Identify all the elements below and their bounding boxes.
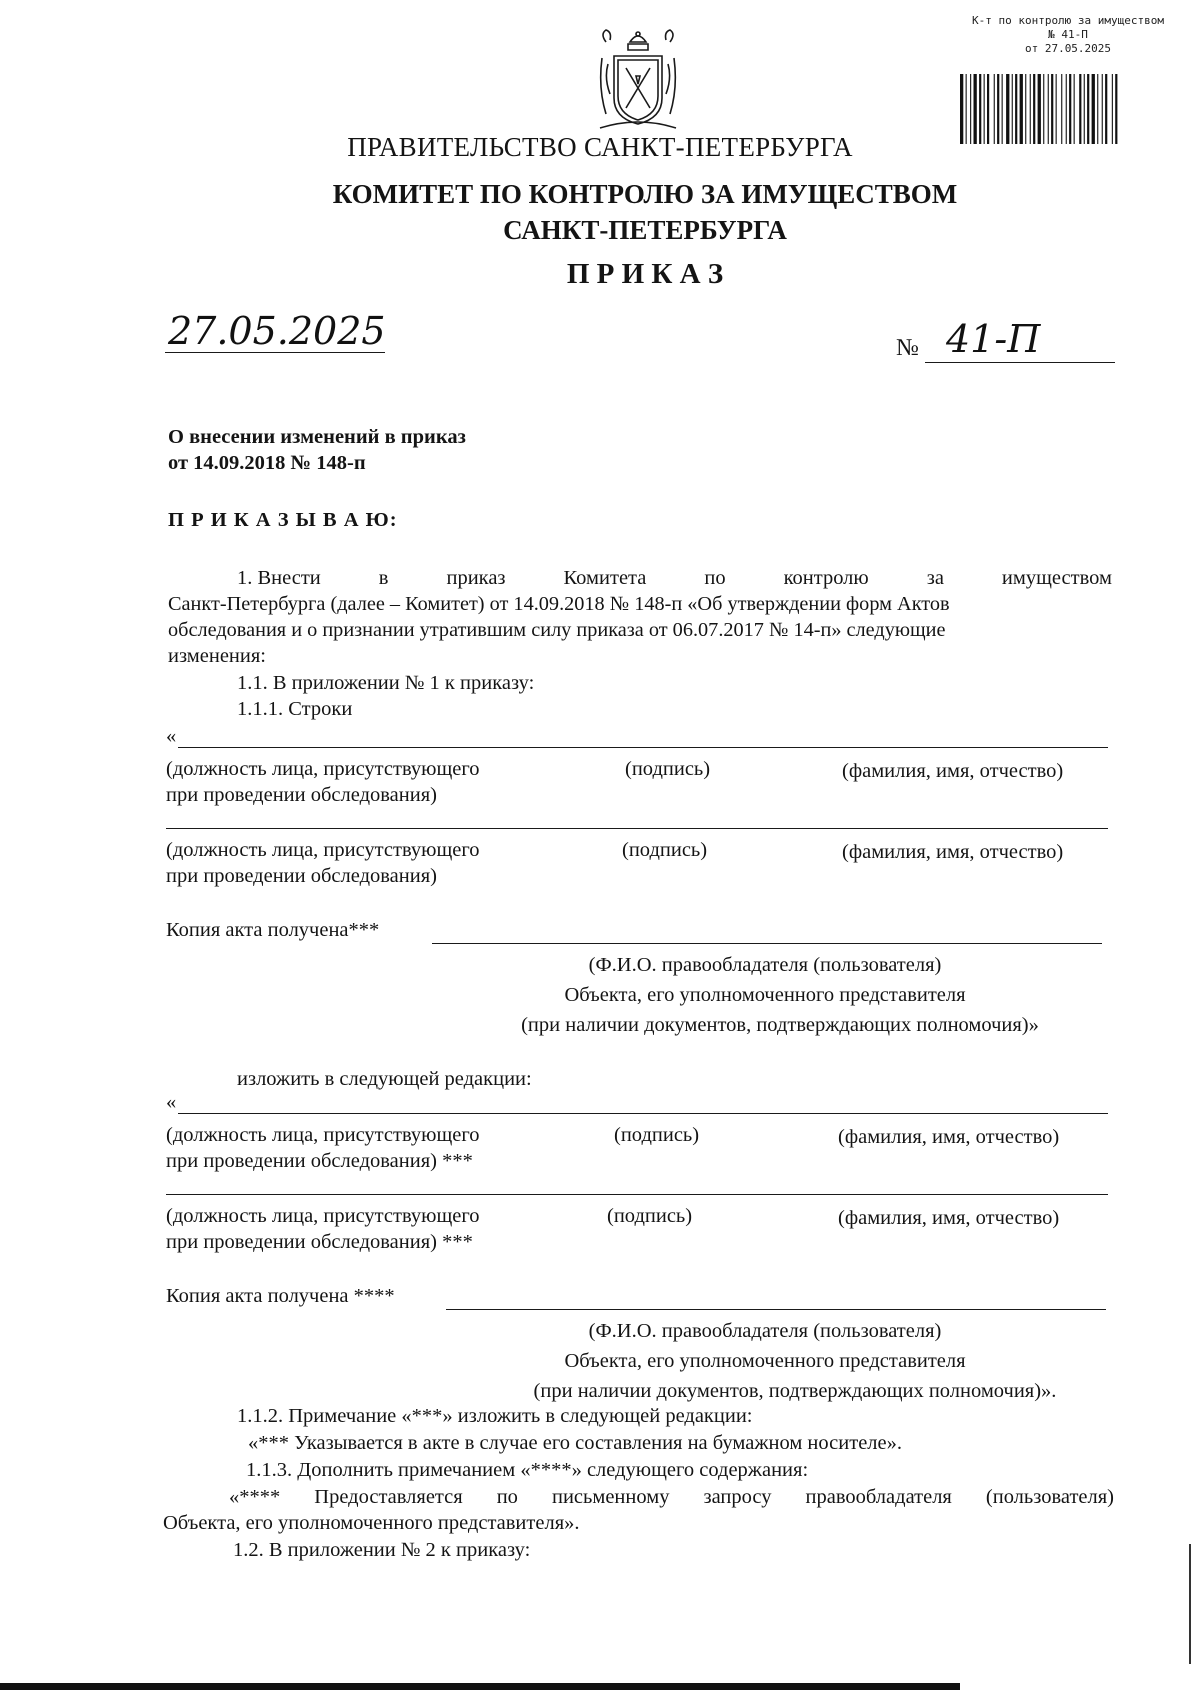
word: за <box>926 567 944 589</box>
opening-quote: « <box>166 725 177 747</box>
full-name-label: (фамилия, имя, отчество) <box>838 1126 1060 1148</box>
order-date: 27.05.2025 <box>168 309 386 353</box>
position-label: (должность лица, присутствующего <box>166 1205 480 1227</box>
word: имуществом <box>1001 567 1112 589</box>
position-label: (должность лица, присутствующего <box>166 839 480 861</box>
signature-line <box>166 1194 1108 1195</box>
position-label: при проведении обследования) *** <box>166 1231 473 1253</box>
full-name-label: (фамилия, имя, отчество) <box>838 1207 1060 1229</box>
registration-stamp <box>948 14 1188 56</box>
holder-caption: (Ф.И.О. правообладателя (пользователя) <box>588 1320 942 1342</box>
word: в <box>378 567 389 589</box>
position-label: при проведении обследования) <box>166 865 437 887</box>
paragraph-1-1-3: 1.1.3. Дополнить примечанием «****» следующего содержания: <box>246 1459 809 1481</box>
word: (пользователя) <box>985 1486 1114 1508</box>
stamp-line-organization: К-т по контролю за имуществом <box>971 14 1165 27</box>
word: письменному <box>551 1486 670 1508</box>
word: Предоставляется <box>314 1486 463 1508</box>
word: «**** <box>229 1486 281 1508</box>
subject-line1: О внесении изменений в приказ <box>168 426 466 448</box>
position-label: при проведении обследования) <box>166 784 437 806</box>
signature-label: (подпись) <box>625 758 711 780</box>
order-number: 41-П <box>946 317 1041 361</box>
date-underline <box>165 352 385 353</box>
copy-received-label: Копия акта получена*** <box>166 919 380 941</box>
subject-line2: от 14.09.2018 № 148-п <box>168 452 366 474</box>
paragraph-1-2: 1.2. В приложении № 2 к приказу: <box>233 1539 531 1561</box>
paragraph-1-1: 1.1. В приложении № 1 к приказу: <box>237 672 535 694</box>
paragraph-1-1-1: 1.1.1. Строки <box>237 698 353 720</box>
word: правообладателя <box>805 1486 952 1508</box>
holder-caption: Объекта, его уполномоченного представителя <box>564 1350 966 1372</box>
copy-received-label: Копия акта получена **** <box>166 1285 395 1307</box>
order-number-label: № <box>896 335 919 361</box>
holder-caption: Объекта, его уполномоченного представителя <box>564 984 966 1006</box>
word: 1. Внести <box>237 567 321 589</box>
signature-label: (подпись) <box>614 1124 700 1146</box>
scan-edge-mark <box>1189 1544 1191 1664</box>
note-four-stars-line1 <box>229 1485 1114 1510</box>
note-four-stars-line2: Объекта, его уполномоченного представителя». <box>163 1512 580 1534</box>
signature-line <box>166 828 1108 829</box>
paragraph-1-line3: обследования и о признании утратившим силу приказа от 06.07.2017 № 14-п» следующие <box>168 619 946 641</box>
paragraph-1-line2: Санкт-Петербурга (далее – Комитет) от 14.09.2018 № 148-п «Об утверждении форм Актов <box>168 593 950 615</box>
stamp-line-date: от 27.05.2025 <box>1024 42 1112 55</box>
committee-title-line1: КОМИТЕТ ПО КОНТРОЛЮ ЗА ИМУЩЕСТВОМ <box>332 179 958 209</box>
paragraph-1-line1 <box>237 566 1112 591</box>
word: Комитета <box>563 567 647 589</box>
signature-label: (подпись) <box>622 839 708 861</box>
position-label: (должность лица, присутствующего <box>166 1124 480 1146</box>
document-type-title: П Р И К А З <box>566 258 724 290</box>
holder-caption: (Ф.И.О. правообладателя (пользователя) <box>588 954 942 976</box>
note-three-stars-text: «*** Указывается в акте в случае его составления на бумажном носителе». <box>248 1432 902 1454</box>
paragraph-1-line4: изменения: <box>168 645 266 667</box>
copy-received-line <box>446 1309 1106 1310</box>
signature-label: (подпись) <box>607 1205 693 1227</box>
word: по <box>704 567 726 589</box>
position-label: при проведении обследования) *** <box>166 1150 473 1172</box>
full-name-label: (фамилия, имя, отчество) <box>842 841 1064 863</box>
government-title: ПРАВИТЕЛЬСТВО САНКТ-ПЕТЕРБУРГА <box>347 132 853 162</box>
opening-quote: « <box>166 1091 177 1113</box>
word: запросу <box>703 1486 772 1508</box>
holder-caption: (при наличии документов, подтверждающих полномочия)». <box>533 1380 1057 1402</box>
directive-heading: П Р И К А З Ы В А Ю: <box>168 509 398 531</box>
scan-edge-bar <box>0 1683 960 1690</box>
word: контролю <box>783 567 869 589</box>
copy-received-line <box>432 943 1102 944</box>
committee-title-line2: САНКТ-ПЕТЕРБУРГА <box>503 215 787 245</box>
coat-of-arms-emblem <box>592 28 684 132</box>
paragraph-1-1-2: 1.1.2. Примечание «***» изложить в следующей редакции: <box>237 1405 753 1427</box>
word: приказ <box>446 567 506 589</box>
signature-line <box>178 747 1108 748</box>
position-label: (должность лица, присутствующего <box>166 758 480 780</box>
number-underline <box>925 362 1115 363</box>
word: по <box>496 1486 518 1508</box>
signature-line <box>178 1113 1108 1114</box>
holder-caption: (при наличии документов, подтверждающих полномочия)» <box>521 1014 1039 1036</box>
restate-instruction: изложить в следующей редакции: <box>237 1068 532 1090</box>
stamp-line-number: № 41-П <box>1048 28 1088 41</box>
full-name-label: (фамилия, имя, отчество) <box>842 760 1064 782</box>
